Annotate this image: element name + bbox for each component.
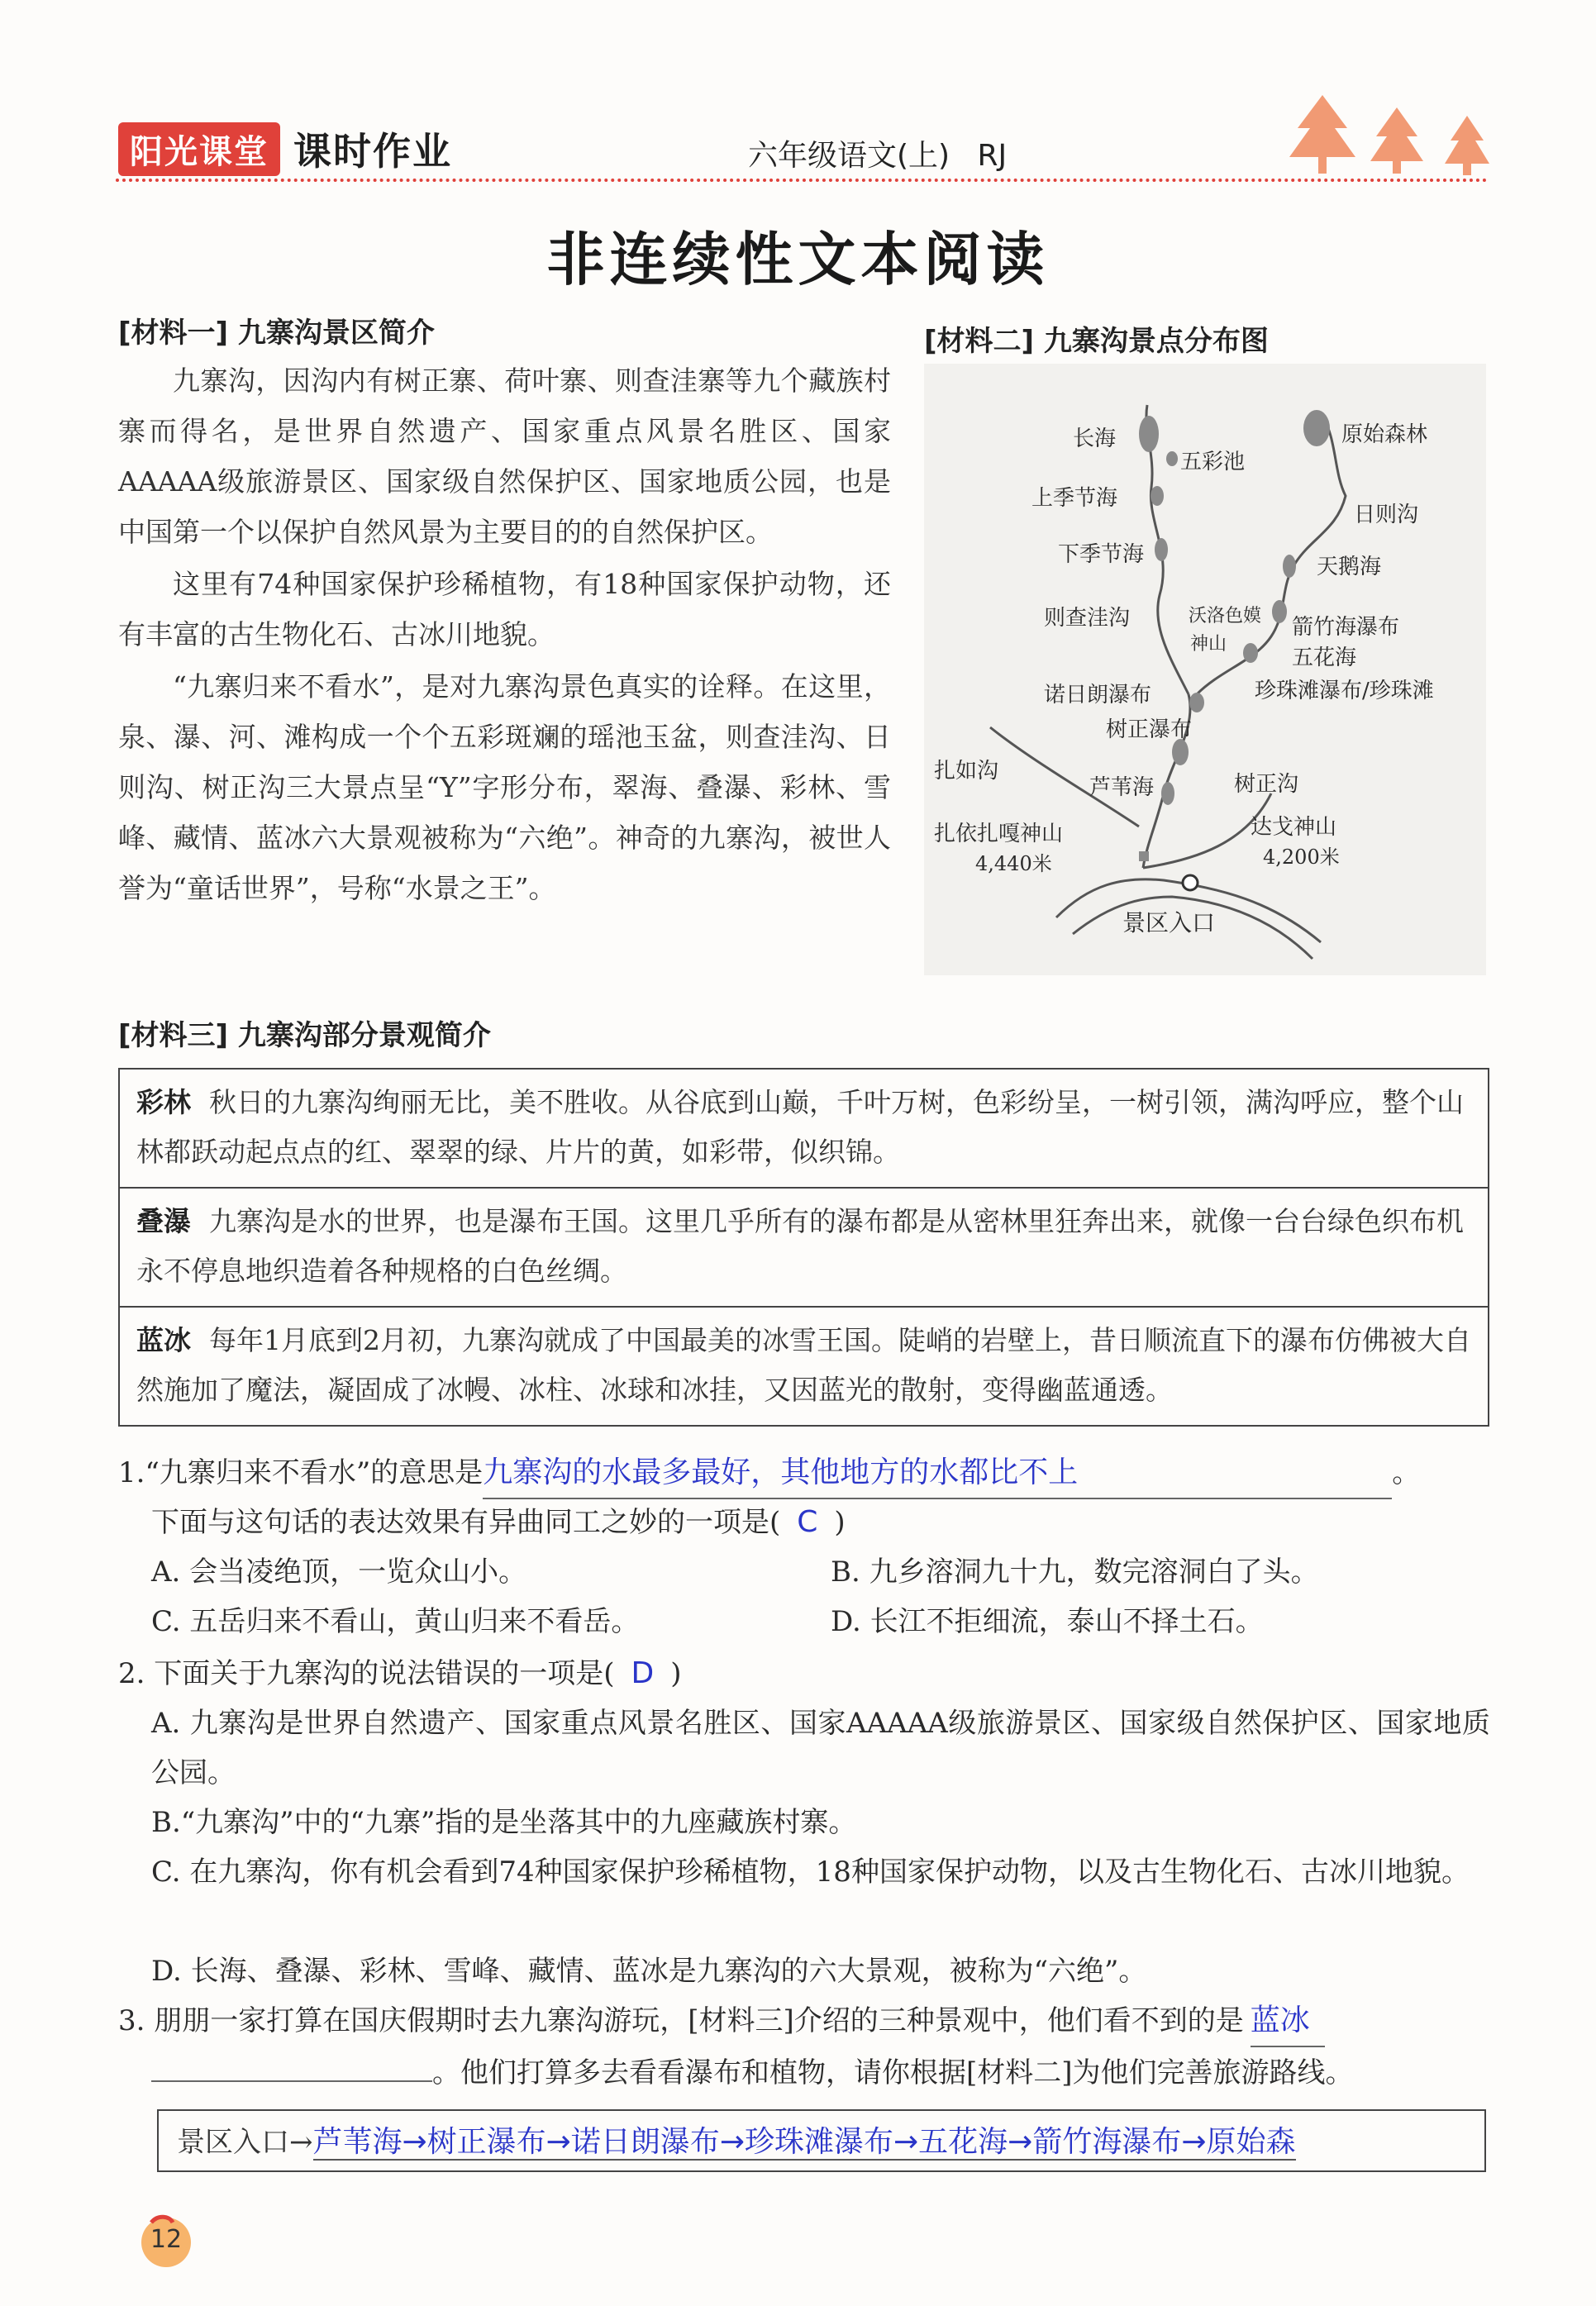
- row-label: 蓝冰: [136, 1324, 191, 1356]
- q2-close: ): [670, 1657, 682, 1690]
- material1-heading: [材料一] 九寨沟景区简介: [118, 317, 435, 350]
- page-number: 12: [150, 2225, 183, 2254]
- material3-table: [118, 1068, 1489, 1427]
- row-text: 每年1月底到2月初，九寨沟就成了中国最美的冰雪王国。陡峭的岩壁上，昔日顺流直下的瀑布仿佛被大自然施加了魔法，凝固成了冰幔、冰柱、冰球和冰挂，又因蓝光的散射，变得幽蓝通透。: [136, 1324, 1471, 1406]
- q3-line1: 3. 朋朋一家打算在国庆假期时去九寨沟游玩，[材料三]介绍的三种景观中，他们看不到的是: [118, 2004, 1244, 2037]
- q1-end: 。: [1392, 1456, 1421, 1489]
- question-1-sub: [151, 1498, 846, 1547]
- map-label: 4,200米: [1263, 846, 1340, 869]
- q1-answer: 九寨沟的水最多最好，其他地方的水都比不上: [483, 1456, 1079, 1489]
- map-label: 扎如沟: [934, 759, 999, 784]
- map-label: 树正沟: [1234, 772, 1299, 797]
- map-label: 上季节海: [1031, 486, 1118, 511]
- map-label: 五彩池: [1180, 450, 1246, 474]
- map-label: 则查洼沟: [1044, 606, 1131, 631]
- q1-option-d: D. 长江不拒细流，泰山不择土石。: [831, 1605, 1264, 1638]
- brand-box: 阳光课堂: [118, 122, 280, 176]
- row-text: 九寨沟是水的世界，也是瀑布王国。这里几乎所有的瀑布都是从密林里狂奔出来，就像一台台绿色织布机永不停息地织造着各种规格的白色丝绸。: [136, 1205, 1464, 1287]
- route-prefix: 景区入口→: [177, 2126, 313, 2159]
- q1-close: ): [834, 1506, 846, 1539]
- material1-paragraph: 这里有74种国家保护珍稀植物，有18种国家保护动物，还有丰富的古生物化石、古冰川地貌。: [118, 568, 891, 650]
- page-title: 非连续性文本阅读: [546, 226, 1050, 293]
- table-row: [120, 1070, 1488, 1189]
- q2-prefix: 2. 下面关于九寨沟的说法错误的一项是(: [118, 1657, 615, 1690]
- material2-heading: [材料二] 九寨沟景点分布图: [924, 325, 1269, 358]
- question-3-cont: [151, 2048, 1490, 2098]
- q3-blank-cont: [151, 2080, 432, 2082]
- row-label: 彩林: [136, 1086, 191, 1118]
- map-label: 神山: [1190, 634, 1227, 655]
- q1-option-a: A. 会当凌绝顶，一览众山小。: [151, 1556, 527, 1589]
- material1-paragraph: “九寨归来不看水”，是对九寨沟景色真实的诠释。在这里，泉、瀑、河、滩构成一个个五彩斑斓的瑶池玉盆，则查洼沟、日则沟、树正沟三大景点呈“Y”字形分布，翠海、叠瀑、彩林、雪峰、藏情、蓝冰六大景观被称为“六绝”。神奇的九寨沟，被世人誉为“童话世界”，号称“水景之王”。: [118, 670, 891, 904]
- material3-heading: [材料三] 九寨沟部分景观简介: [118, 1019, 491, 1052]
- material1-body: [118, 355, 891, 913]
- header-divider: [116, 179, 1488, 182]
- route-box: [157, 2109, 1486, 2172]
- row-text: 秋日的九寨沟绚丽无比，美不胜收。从谷底到山巅，千叶万树，色彩纷呈，一树引领，满沟呼应，整个山林都跃动起点点的红、翠翠的绿、片片的黄，如彩带，似织锦。: [136, 1086, 1464, 1168]
- q3-answer: 蓝冰: [1250, 2003, 1310, 2037]
- grade-text: 六年级语文(上): [748, 139, 950, 173]
- map-label: 达戈神山: [1251, 815, 1337, 840]
- map-label: 原始森林: [1341, 422, 1428, 447]
- map-label: 日则沟: [1354, 503, 1419, 527]
- q1-choice: C: [797, 1505, 818, 1539]
- map-label: 天鹅海: [1317, 555, 1382, 579]
- q2-option-d: D. 长海、叠瀑、彩林、雪峰、藏情、蓝冰是九寨沟的六大景观，被称为“六绝”。: [151, 1955, 1147, 1988]
- map-label: 4,440米: [975, 852, 1052, 875]
- q1-option-b: B. 九乡溶洞九十九，数完溶洞白了头。: [831, 1556, 1319, 1589]
- brand: [118, 124, 452, 174]
- map-label: 扎依扎嘎神山: [934, 822, 1064, 846]
- map-label: 五花海: [1292, 646, 1357, 670]
- q3-line2: 。他们打算多去看看瀑布和植物，请你根据[材料二]为他们完善旅游路线。: [432, 2056, 1354, 2089]
- material1-paragraph: 九寨沟，因沟内有树正寨、荷叶寨、则查洼寨等九个藏族村寨而得名，是世界自然遗产、国家重点风景名胜区、国家AAAAA级旅游景区、国家级自然保护区、国家地质公园，也是中国第一个以保护自然风景为主要目的的自然保护区。: [118, 364, 891, 548]
- grade-label: [748, 132, 1007, 174]
- q2-option-c: C. 在九寨沟，你有机会看到74种国家保护珍稀植物，18种国家保护动物，以及古生物化石、古冰川地貌。: [151, 1856, 1470, 1889]
- question-1: [118, 1448, 1490, 1499]
- map-label: 珍珠滩瀑布/珍珠滩: [1255, 679, 1434, 703]
- table-row: [120, 1308, 1488, 1425]
- q1-option-c: C. 五岳归来不看山，黄山归来不看岳。: [151, 1605, 640, 1638]
- q2-option-a: A. 九寨沟是世界自然遗产、国家重点风景名胜区、国家AAAAA级旅游景区、国家级自然保护区、国家地质公园。: [151, 1707, 1490, 1789]
- q2-choice: D: [631, 1656, 655, 1690]
- map-label: 下季节海: [1058, 542, 1145, 567]
- question-3: [118, 1996, 1490, 2047]
- brand-text: 课时作业: [293, 129, 452, 174]
- row-label: 叠瀑: [136, 1205, 191, 1237]
- edition-text: RJ: [977, 139, 1008, 173]
- map-label: 箭竹海瀑布: [1292, 615, 1400, 640]
- map-label: 长海: [1073, 426, 1117, 451]
- q3-answer-blank: [1251, 1996, 1325, 2047]
- pine-trees-icon: [1289, 91, 1496, 182]
- map-label: 芦苇海: [1089, 775, 1155, 800]
- q1-prefix: 1.“九寨归来不看水”的意思是: [118, 1456, 484, 1489]
- map-label: 诺日朗瀑布: [1044, 683, 1152, 708]
- map-label: 沃洛色嫫: [1189, 606, 1262, 627]
- q2-option-b: B.“九寨沟”中的“九寨”指的是坐落其中的九座藏族村寨。: [151, 1806, 857, 1839]
- q1-sub: 下面与这句话的表达效果有异曲同工之妙的一项是(: [151, 1506, 781, 1539]
- map-label: 树正瀑布: [1106, 717, 1193, 742]
- map-label: 景区入口: [1122, 909, 1216, 936]
- route-answer: 芦苇海→树正瀑布→诺日朗瀑布→珍珠滩瀑布→五花海→箭竹海瀑布→原始森: [312, 2125, 1296, 2159]
- table-row: [120, 1189, 1488, 1308]
- scenic-map: [924, 364, 1486, 975]
- q1-answer-blank: [483, 1448, 1392, 1499]
- question-2: [118, 1649, 682, 1699]
